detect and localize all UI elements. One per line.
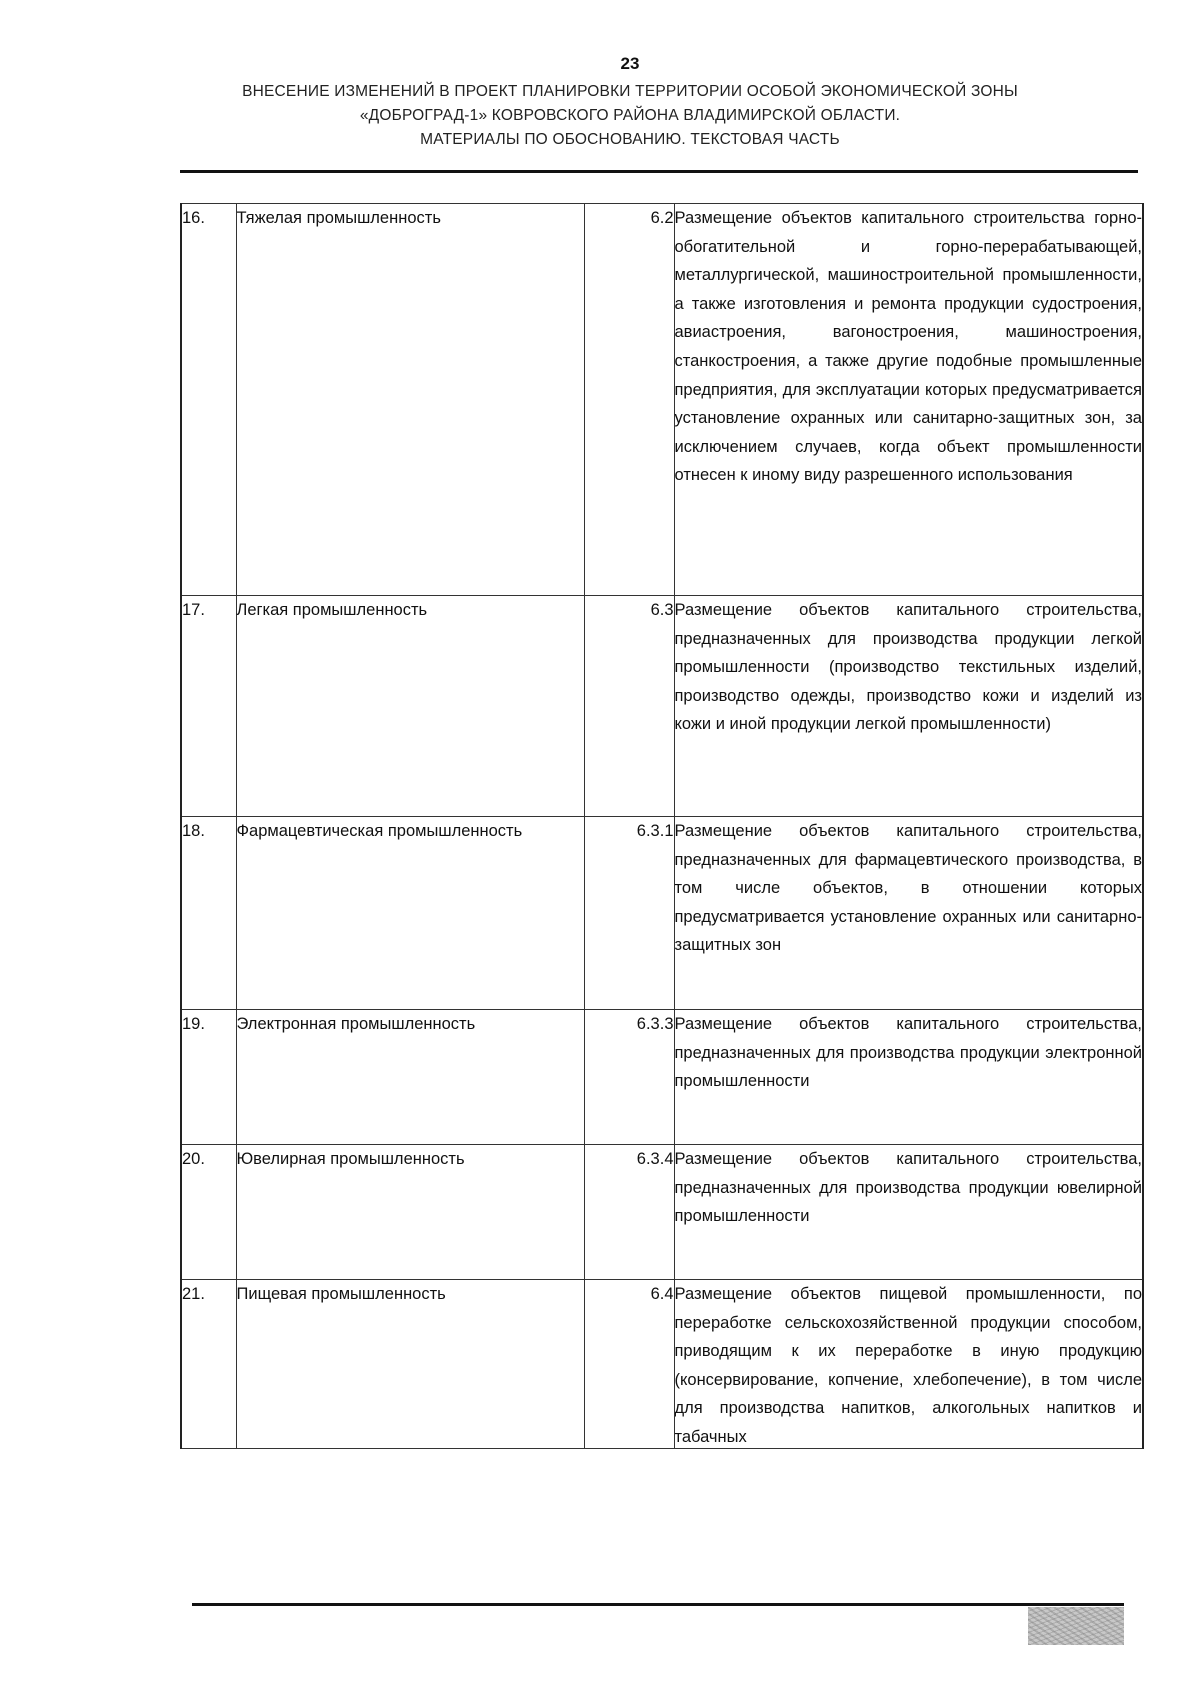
land-use-description-cell bbox=[674, 1280, 1143, 1449]
document-title-line-1: ВНЕСЕНИЕ ИЗМЕНЕНИЙ В ПРОЕКТ ПЛАНИРОВКИ ТЕРРИТОРИИ ОСОБОЙ ЭКОНОМИЧЕСКОЙ ЗОНЫ bbox=[242, 83, 1018, 100]
row-number: 21. bbox=[181, 1280, 236, 1449]
land-use-name: Фармацевтическая промышленность bbox=[236, 817, 584, 1010]
land-use-name: Тяжелая промышленность bbox=[236, 204, 584, 596]
land-use-name: Ювелирная промышленность bbox=[236, 1145, 584, 1280]
row-number: 16. bbox=[181, 204, 236, 596]
land-use-description: Размещение объектов пищевой промышленности, по переработке сельскохозяйственной продукции способом, приводящим к их переработке в иную продукцию (консервирование, копчение, хлебопечение), в том числе для производства напитков, алкогольных напитков и табачных bbox=[674, 1285, 1142, 1446]
table-row bbox=[181, 1010, 1143, 1145]
land-use-description: Размещение объектов капитального строительства, предназначенных для производства продукции электронной промышленности bbox=[674, 1010, 1143, 1145]
land-use-description: Размещение объектов капитального строительства, предназначенных для производства продукции легкой промышленности (производство текстильных изделий, производство одежды, производство кожи и изделий из кожи и иной продукции легкой промышленности) bbox=[674, 596, 1143, 817]
land-use-description: Размещение объектов капитального строительства, предназначенных для производства продукции ювелирной промышленности bbox=[674, 1145, 1143, 1280]
row-number: 18. bbox=[181, 817, 236, 1010]
land-use-name: Пищевая промышленность bbox=[236, 1280, 584, 1449]
land-use-code: 6.3 bbox=[584, 596, 674, 817]
row-number: 19. bbox=[181, 1010, 236, 1145]
row-number: 17. bbox=[181, 596, 236, 817]
table-row bbox=[181, 1280, 1143, 1449]
land-use-description: Размещение объектов капитального строительства горно-обогатительной и горно-перерабатывающей, металлургической, машиностроительной промышленности, а также изготовления и ремонта продукции судостроения, авиастроения, вагоностроения, машиностроения, станкостроения, а также другие подобные промышленные предприятия, для эксплуатации которых предусматривается установление охранных или санитарно-защитных зон, за исключением случаев, когда объект промышленности отнесен к иному виду разрешенного использования bbox=[674, 204, 1143, 596]
scan-stamp-mark bbox=[1028, 1607, 1124, 1645]
table-row bbox=[181, 817, 1143, 1010]
land-use-code: 6.4 bbox=[584, 1280, 674, 1449]
land-use-code: 6.3.4 bbox=[584, 1145, 674, 1280]
land-use-code: 6.3.3 bbox=[584, 1010, 674, 1145]
footer-divider bbox=[192, 1603, 1124, 1606]
land-use-name: Электронная промышленность bbox=[236, 1010, 584, 1145]
document-header bbox=[180, 52, 1080, 152]
land-use-code: 6.2 bbox=[584, 204, 674, 596]
land-use-code: 6.3.1 bbox=[584, 817, 674, 1010]
land-use-table bbox=[180, 203, 1144, 1449]
land-use-description: Размещение объектов капитального строительства, предназначенных для фармацевтического производства, в том числе объектов, в отношении которых предусматривается установление охранных или санитарно-защитных зон bbox=[674, 817, 1143, 1010]
land-use-name: Легкая промышленность bbox=[236, 596, 584, 817]
document-title-line-3: МАТЕРИАЛЫ ПО ОБОСНОВАНИЮ. ТЕКСТОВАЯ ЧАСТЬ bbox=[420, 131, 840, 148]
header-divider bbox=[180, 170, 1138, 173]
table-row bbox=[181, 1145, 1143, 1280]
table-row bbox=[181, 596, 1143, 817]
page-number: 23 bbox=[620, 54, 640, 73]
document-title-line-2: «ДОБРОГРАД-1» КОВРОВСКОГО РАЙОНА ВЛАДИМИРСКОЙ ОБЛАСТИ. bbox=[359, 107, 901, 124]
table-row bbox=[181, 204, 1143, 596]
row-number: 20. bbox=[181, 1145, 236, 1280]
